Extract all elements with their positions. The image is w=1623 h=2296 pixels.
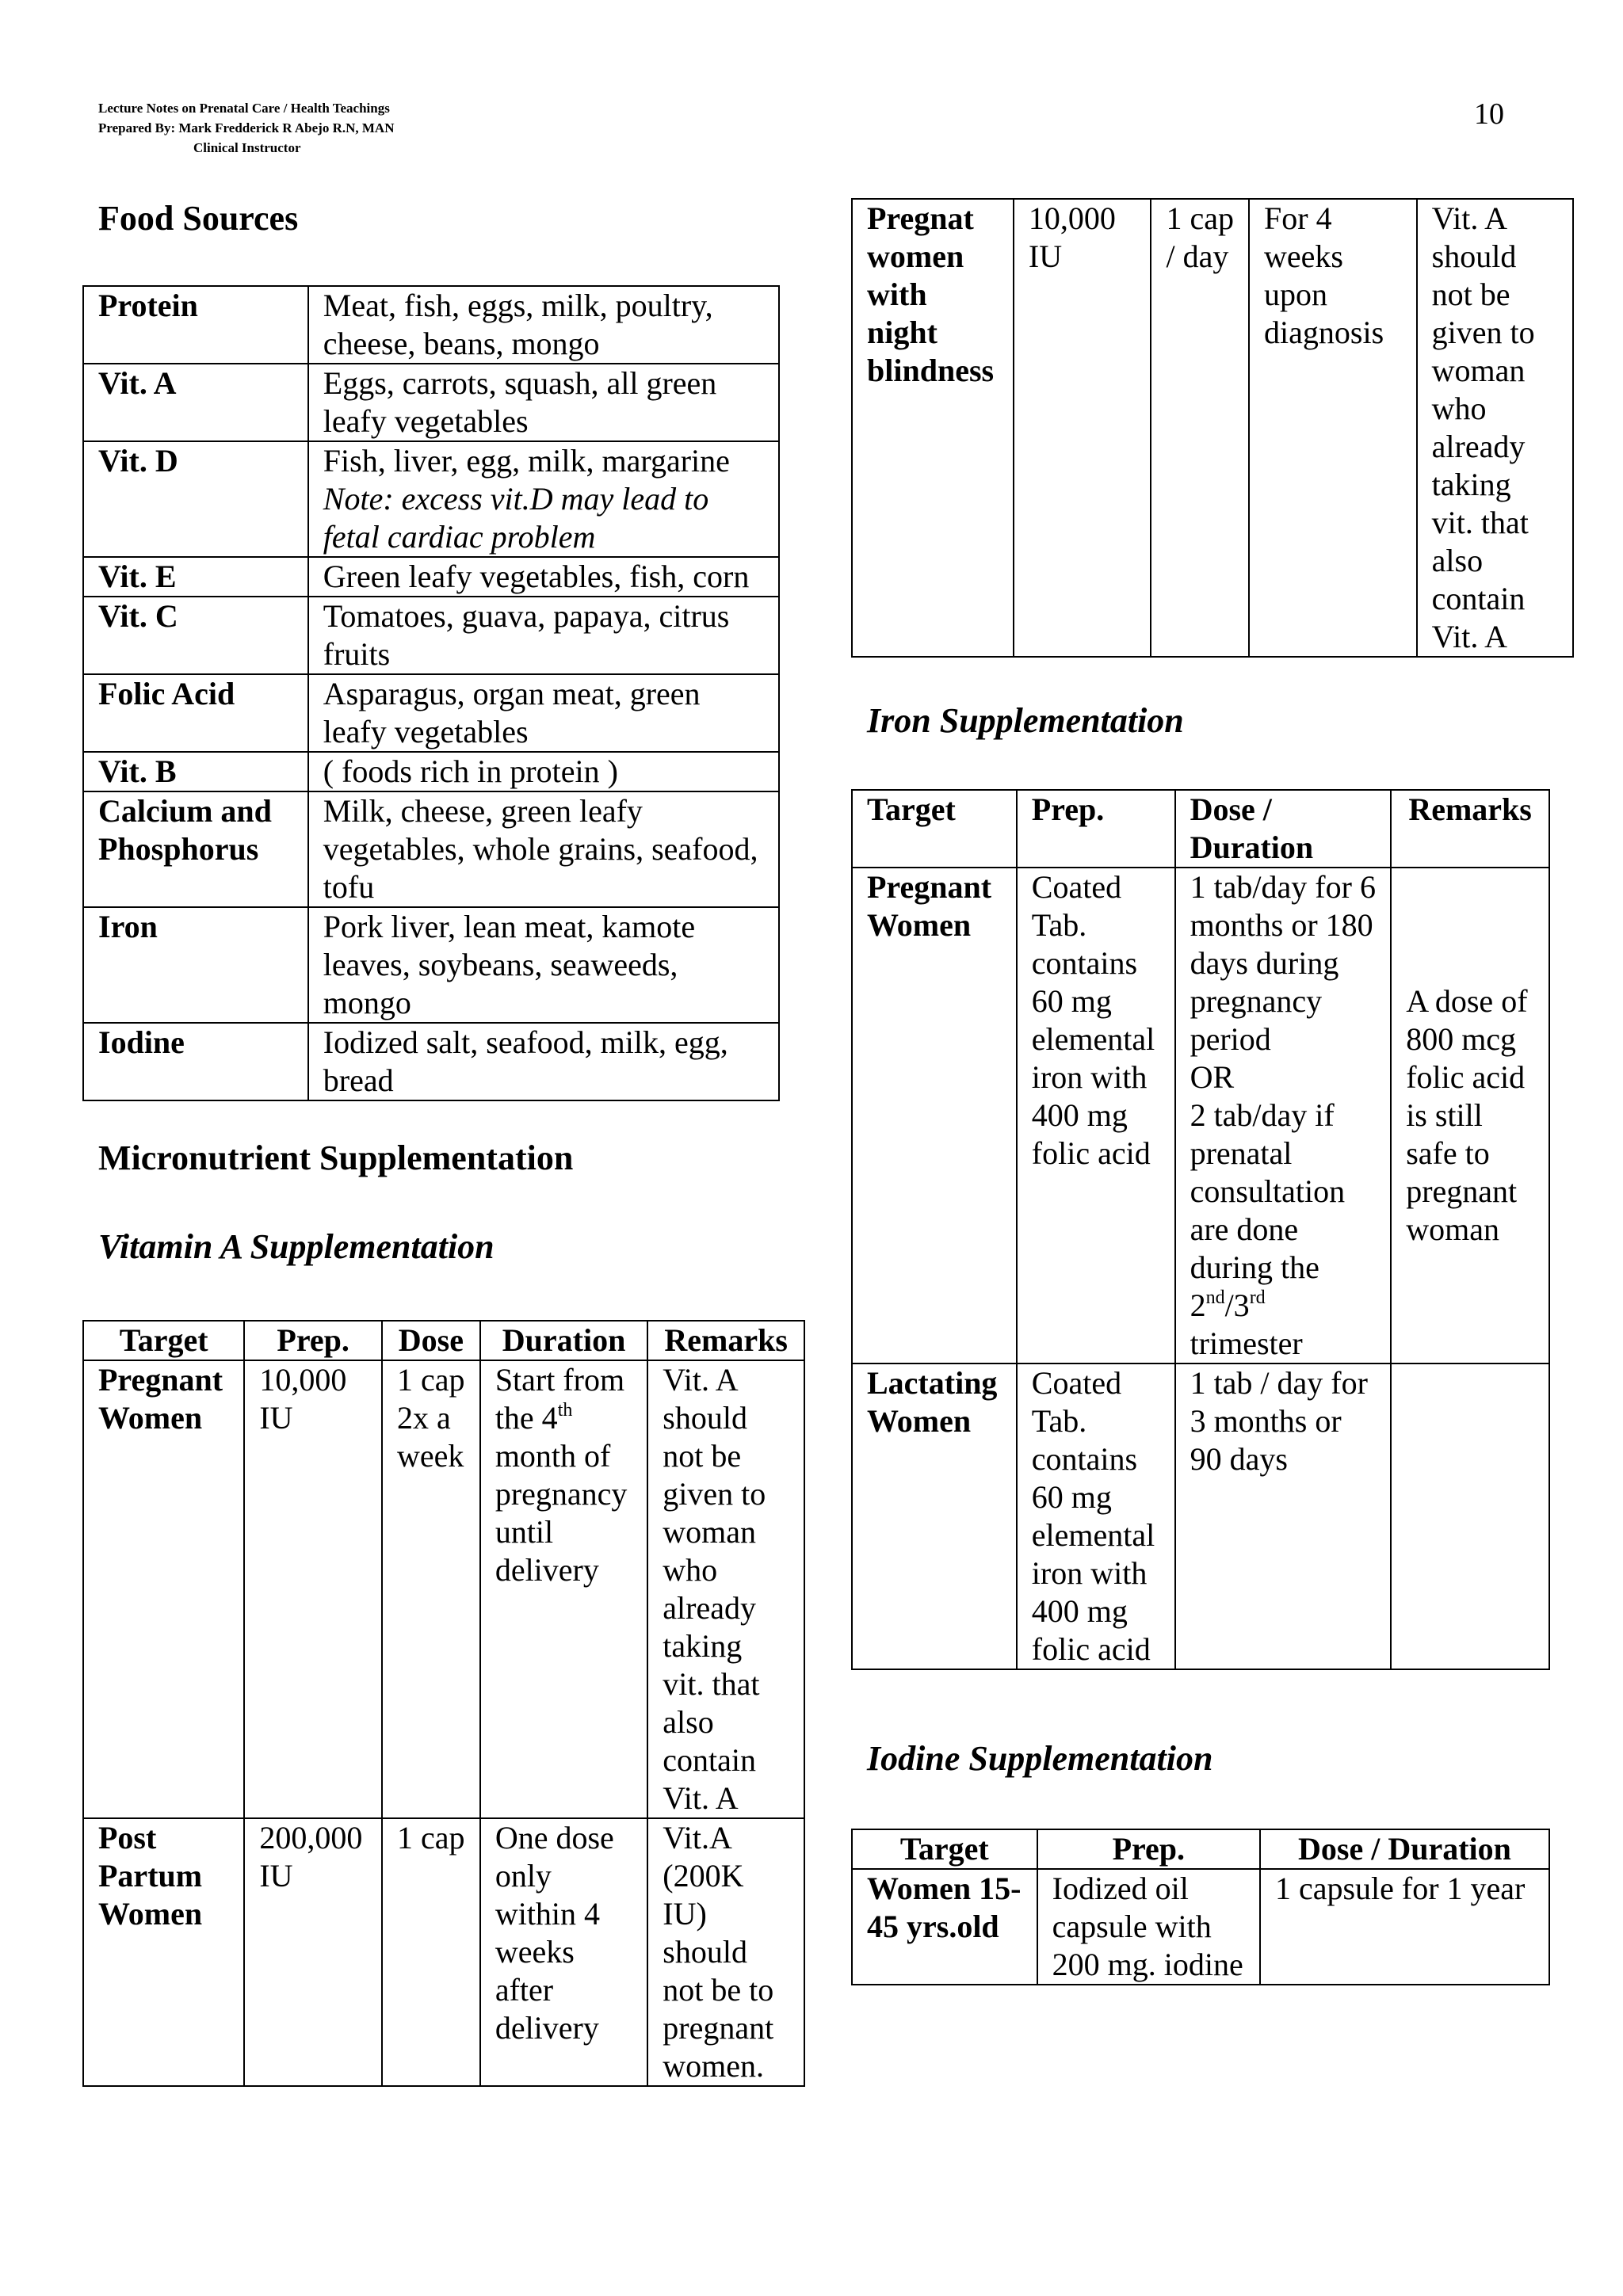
vitamin-a-heading: Vitamin A Supplementation	[98, 1227, 495, 1266]
document-header	[98, 98, 394, 158]
header-author-role: Clinical Instructor	[193, 140, 301, 155]
duration-cell: For 4 weeks upon diagnosis	[1249, 199, 1417, 657]
iodine-heading: Iodine Supplementation	[867, 1739, 1213, 1778]
prep-cell: Coated Tab. contains 60 mg elemental iron with 400 mg folic acid	[1017, 1363, 1175, 1669]
target-cell: Pregnant Women	[852, 868, 1017, 1363]
duration-cell	[480, 1360, 647, 1818]
dose-cell: 1 tab / day for 3 months or 90 days	[1175, 1363, 1392, 1669]
ordinal-suffix: rd	[1249, 1287, 1266, 1308]
target-cell: Women 15-45 yrs.old	[852, 1869, 1037, 1985]
column-header: Remarks	[647, 1321, 804, 1360]
iron-table	[851, 789, 1550, 1670]
ordinal-suffix: nd	[1205, 1287, 1225, 1308]
remarks-cell: Vit. A should not be given to woman who already taking vit. that also contain Vit. A	[647, 1360, 804, 1818]
column-header: Prep.	[244, 1321, 382, 1360]
sources-cell	[308, 441, 779, 557]
table-row	[852, 1363, 1549, 1669]
sources-cell: Eggs, carrots, squash, all green leafy vegetables	[308, 364, 779, 441]
iron-heading: Iron Supplementation	[867, 701, 1184, 740]
target-cell: Pregnant Women	[83, 1360, 244, 1818]
column-header: Target	[83, 1321, 244, 1360]
prep-cell: 200,000 IU	[244, 1818, 382, 2086]
dose-slash: /3	[1224, 1287, 1250, 1323]
header-author: Prepared By: Mark Fredderick R Abejo R.N, MAN	[98, 120, 395, 135]
dose-cell: 1 cap / day	[1151, 199, 1249, 657]
prep-cell: Coated Tab. contains 60 mg elemental iron with 400 mg folic acid	[1017, 868, 1175, 1363]
column-header: Prep.	[1037, 1829, 1260, 1869]
sources-cell: Meat, fish, eggs, milk, poultry, cheese, beans, mongo	[308, 286, 779, 364]
nutrient-cell: Iodine	[83, 1023, 308, 1100]
iodine-table	[851, 1829, 1550, 1985]
dose-option-b-text: 2 tab/day if prenatal consultation are done during the 2	[1190, 1097, 1346, 1323]
sources-cell: Iodized salt, seafood, milk, egg, bread	[308, 1023, 779, 1100]
header-course-title: Lecture Notes on Prenatal Care / Health Teachings	[98, 101, 390, 116]
sources-cell: Pork liver, lean meat, kamote leaves, soybeans, seaweeds, mongo	[308, 907, 779, 1023]
column-header: Duration	[480, 1321, 647, 1360]
table-row	[83, 1023, 779, 1100]
target-cell: Lactating Women	[852, 1363, 1017, 1669]
column-header: Target	[852, 790, 1017, 868]
sources-cell: Asparagus, organ meat, green leafy vegetables	[308, 674, 779, 752]
dose-or: OR	[1190, 1059, 1235, 1095]
table-header-row	[83, 1321, 804, 1360]
table-row	[83, 1818, 804, 2086]
dose-cell: 1 cap	[382, 1818, 480, 2086]
remarks-cell: Vit.A (200K IU) should not be to pregnant women.	[647, 1818, 804, 2086]
ordinal-suffix: th	[557, 1400, 573, 1421]
nutrient-cell: Vit. C	[83, 597, 308, 674]
table-row	[83, 557, 779, 597]
nutrient-cell: Vit. D	[83, 441, 308, 557]
column-header: Target	[852, 1829, 1037, 1869]
nutrient-cell: Calcium and Phosphorus	[83, 791, 308, 907]
column-header: Dose	[382, 1321, 480, 1360]
sources-cell: Milk, cheese, green leafy vegetables, whole grains, seafood, tofu	[308, 791, 779, 907]
vitamin-a-table	[82, 1320, 805, 2087]
duration-cell: One dose only within 4 weeks after delivery	[480, 1818, 647, 2086]
table-row	[83, 674, 779, 752]
table-row	[83, 441, 779, 557]
food-sources-heading: Food Sources	[98, 199, 299, 238]
remarks-cell: Vit. A should not be given to woman who already taking vit. that also contain Vit. A	[1417, 199, 1573, 657]
table-row	[852, 199, 1573, 657]
dose-cell: 1 capsule for 1 year	[1260, 1869, 1549, 1985]
dose-trimester: trimester	[1190, 1325, 1303, 1361]
table-header-row	[852, 790, 1549, 868]
column-header: Dose / Duration	[1175, 790, 1392, 868]
prep-cell: 10,000 IU	[244, 1360, 382, 1818]
table-row	[852, 868, 1549, 1363]
table-row	[83, 791, 779, 907]
column-header: Dose / Duration	[1260, 1829, 1549, 1869]
remarks-cell: A dose of 800 mcg folic acid is still safe to pregnant woman	[1391, 868, 1549, 1363]
duration-text: Start from the 4	[495, 1362, 625, 1436]
table-row	[852, 1869, 1549, 1985]
duration-text-rest: month of pregnancy until delivery	[495, 1438, 628, 1588]
sources-cell: Tomatoes, guava, papaya, citrus fruits	[308, 597, 779, 674]
dose-option-b	[1190, 1097, 1377, 1325]
micronutrient-heading: Micronutrient Supplementation	[98, 1138, 574, 1177]
target-cell: Pregnat women with night blindness	[852, 199, 1014, 657]
table-row	[83, 907, 779, 1023]
nutrient-cell: Iron	[83, 907, 308, 1023]
nutrient-cell: Vit. E	[83, 557, 308, 597]
target-cell: Post Partum Women	[83, 1818, 244, 2086]
table-row	[83, 364, 779, 441]
nutrient-cell: Folic Acid	[83, 674, 308, 752]
prep-cell: Iodized oil capsule with 200 mg. iodine	[1037, 1869, 1260, 1985]
dose-cell: 1 cap 2x a week	[382, 1360, 480, 1818]
column-header: Prep.	[1017, 790, 1175, 868]
dose-cell	[1175, 868, 1392, 1363]
table-row	[83, 752, 779, 791]
dose-option-a: 1 tab/day for 6 months or 180 days during pregnancy period	[1190, 869, 1376, 1057]
food-sources-table	[82, 285, 780, 1101]
remarks-cell	[1391, 1363, 1549, 1669]
table-header-row	[852, 1829, 1549, 1869]
table-row	[83, 597, 779, 674]
table-row	[83, 1360, 804, 1818]
page-number: 10	[1474, 97, 1504, 131]
column-header: Remarks	[1391, 790, 1549, 868]
table-row	[83, 286, 779, 364]
sources-note: Note: excess vit.D may lead to fetal cardiac problem	[323, 481, 709, 555]
sources-cell: ( foods rich in protein )	[308, 752, 779, 791]
nutrient-cell: Vit. B	[83, 752, 308, 791]
prep-cell: 10,000 IU	[1014, 199, 1151, 657]
sources-cell: Green leafy vegetables, fish, corn	[308, 557, 779, 597]
nutrient-cell: Protein	[83, 286, 308, 364]
nutrient-cell: Vit. A	[83, 364, 308, 441]
vitamin-a-continued-table	[851, 198, 1574, 658]
sources-text: Fish, liver, egg, milk, margarine	[323, 443, 730, 479]
